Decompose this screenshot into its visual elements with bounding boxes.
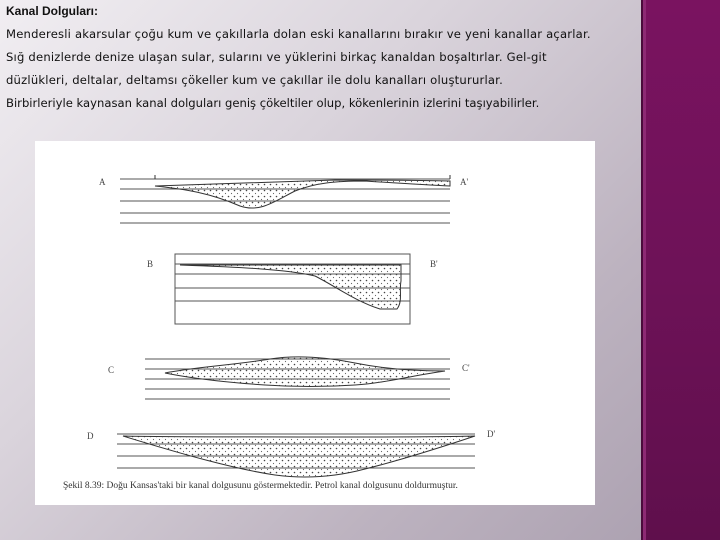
paragraph-line-3: düzlükleri, deltalar, deltamsı çökeller kum ve çakıllar ile dolu kanalları oluştururlar. xyxy=(6,73,503,87)
section-b xyxy=(175,254,410,324)
slide-title: Kanal Dolguları: xyxy=(6,4,99,18)
label-c-prime: C' xyxy=(462,363,470,373)
side-panel-stripe xyxy=(643,0,646,540)
label-b: B xyxy=(147,259,154,269)
slide-text-block xyxy=(6,0,636,115)
figure-caption: Şekil 8.39: Doğu Kansas'taki bir kanal dolgusunu göstermektedir. Petrol kanal dolgusunu doldurmuştur. xyxy=(63,481,458,491)
paragraph-line-4: Birbirleriyle kaynasan kanal dolguları geniş çökeltiler olup, kökenlerinin izlerini taşıyabilirler. xyxy=(6,96,540,110)
section-d xyxy=(117,434,475,477)
cross-section-diagram xyxy=(35,141,595,505)
label-b-prime: B' xyxy=(430,259,438,269)
label-d-prime: D' xyxy=(487,429,496,439)
paragraph-line-1: Menderesli akarsular çoğu kum ve çakıllarla dolan eski kanallarını bırakır ve yeni kanallar açarlar. xyxy=(6,27,591,41)
label-c: C xyxy=(108,365,115,375)
label-d: D xyxy=(87,431,94,441)
section-c xyxy=(145,357,450,399)
label-a: A xyxy=(99,177,106,187)
decorative-side-panel xyxy=(641,0,720,540)
paragraph-line-2: Sığ denizlerde denize ulaşan sular, sularını ve yüklerini birkaç kanaldan boşaltırlar. Gel-git xyxy=(6,50,547,64)
section-a xyxy=(120,175,450,223)
channel-fill-figure xyxy=(35,141,595,505)
label-a-prime: A' xyxy=(460,177,469,187)
